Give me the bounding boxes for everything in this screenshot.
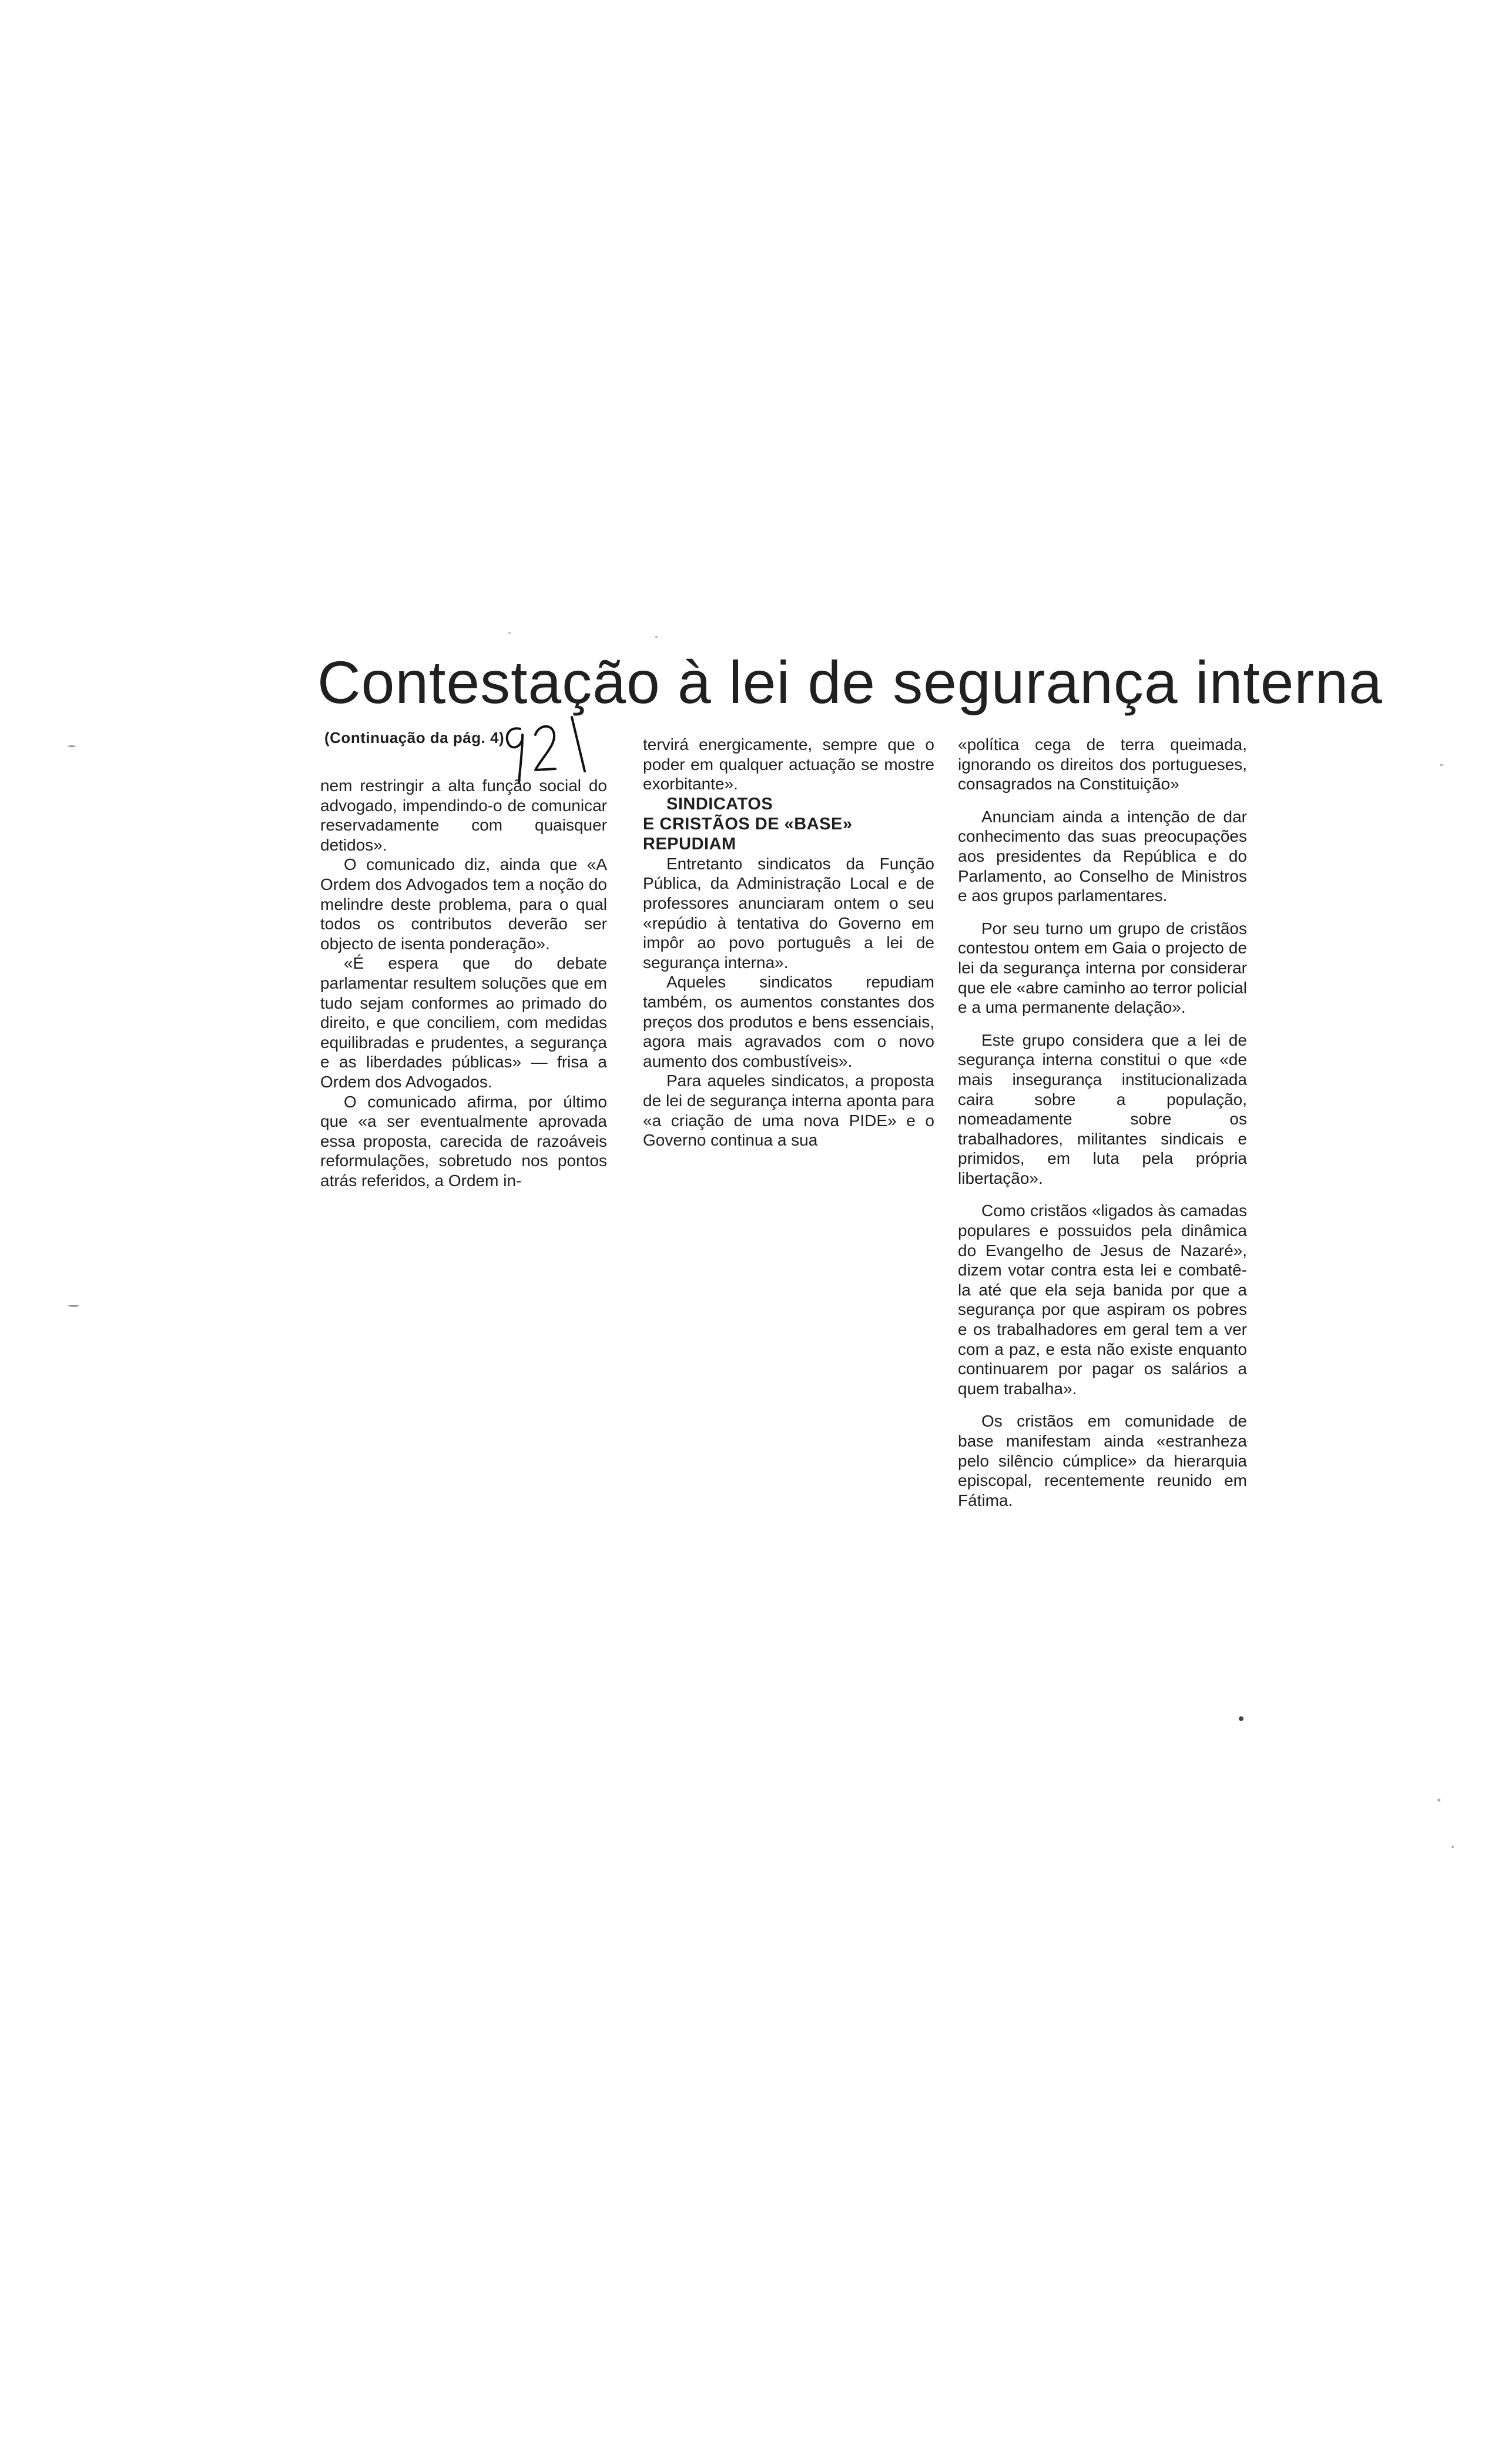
- scan-speck: [655, 636, 658, 638]
- paragraph: «política cega de terra queimada, ignorando os direitos dos portugueses, consagrados na Constituição»: [958, 735, 1247, 794]
- article-title: Contestação à lei de segurança interna: [317, 649, 1383, 716]
- article-column-1: [320, 776, 607, 1190]
- scan-speck: [1440, 764, 1443, 766]
- article-column-3: [958, 735, 1247, 1510]
- scan-speck: [68, 745, 76, 747]
- paragraph: Aqueles sindicatos repudiam também, os aumentos constantes dos preços dos produtos e bens essenciais, agora mais agravados com o novo aumento dos combustíveis».: [643, 973, 934, 1070]
- paragraph: O comunicado afirma, por último que «a ser eventualmente aprovada essa proposta, carecida de razoáveis reformulações, sobretudo nos pontos atrás referidos, a Ordem in-: [320, 1092, 607, 1190]
- scan-speck: [68, 1305, 79, 1307]
- scan-speck: [1452, 1846, 1454, 1848]
- paragraph: Por seu turno um grupo de cristãos contestou ontem em Gaia o projecto de lei da segurança interna por considerar que ele «abre caminho ao terror policial e a uma permanente delação».: [958, 919, 1247, 1017]
- continuation-note: (Continuação da pág. 4): [324, 729, 505, 746]
- paragraph: tervirá energicamente, sempre que o poder em qualquer actuação se mostre exorbitante».: [643, 735, 934, 794]
- paragraph: «É espera que do debate parlamentar resultem soluções que em tudo sejam conformes ao primado do direito, e que conciliem, com medidas equilibradas e prudentes, a segurança e as liberdades públicas» — frisa a Ordem dos Advogados.: [320, 954, 607, 1091]
- paragraph: Os cristãos em comunidade de base manifestam ainda «estranheza pelo silêncio cúmplice» da hierarquia episcopal, recentemente reunido em Fátima.: [958, 1412, 1247, 1509]
- paragraph: Anunciam ainda a intenção de dar conhecimento das suas preocupações aos presidentes da República e do Parlamento, ao Conselho de Ministros e aos grupos parlamentares.: [958, 807, 1247, 905]
- paragraph: Este grupo considera que a lei de segurança interna constitui o que «de mais insegurança institucionalizada caira sobre a população, nomeadamente sobre os trabalhadores, militantes sindicais e primidos, em luta pela própria libertação».: [958, 1030, 1247, 1187]
- paragraph: O comunicado diz, ainda que «A Ordem dos Advogados tem a noção do melindre deste problema, para o qual todos os contributos deverão ser objecto de isenta ponderação».: [320, 855, 607, 953]
- scan-speck: [1239, 1716, 1243, 1721]
- paragraph: Como cristãos «ligados às camadas populares e possuidos pela dinâmica do Evangelho de Jesus de Nazaré», dizem votar contra esta lei e combatê-la até que ela seja banida por que a segurança por que aspiram os pobres e os trabalhadores em geral tem a ver com a paz, e esta não existe enquanto continuarem por pagar os salários a quem trabalha».: [958, 1201, 1247, 1398]
- paragraph: Para aqueles sindicatos, a proposta de lei de segurança interna aponta para «a criação de uma nova PIDE» e o Governo continua a sua: [643, 1072, 934, 1150]
- section-heading: SINDICATOS E CRISTÃOS DE «BASE» REPUDIAM: [643, 794, 853, 853]
- paragraph: Entretanto sindicatos da Função Pública, da Administração Local e de professores anunciaram ontem o seu «repúdio à tentativa do Governo em impôr ao povo português a lei de segurança interna».: [643, 854, 934, 972]
- article-column-2: [643, 735, 934, 1150]
- paragraph: nem restringir a alta função social do advogado, impendindo-o de comunicar reservadamente com quaisquer detidos».: [320, 776, 607, 854]
- scan-speck: [508, 632, 511, 634]
- scan-speck: [1437, 1799, 1440, 1802]
